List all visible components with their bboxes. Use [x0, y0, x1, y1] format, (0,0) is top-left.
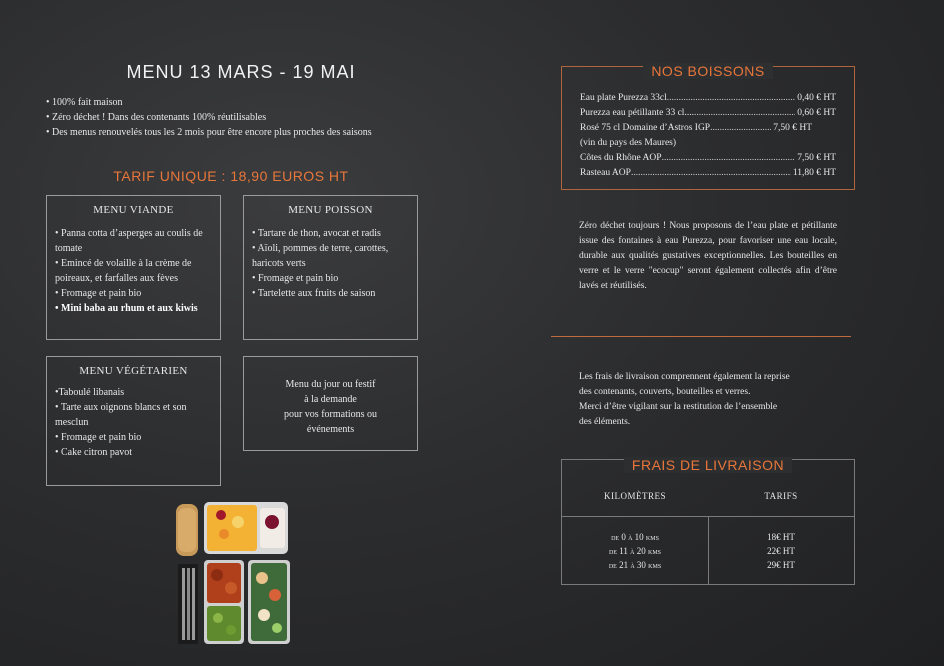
menu-item: • Tarte aux oignons blancs et son mesclun	[55, 402, 187, 428]
drink-price: 0,40 € HT	[797, 93, 836, 103]
drink-note-row	[580, 136, 836, 151]
intro-bullet: • Des menus renouvelés tous les 2 mois pour être encore plus proches des saisons	[46, 127, 372, 138]
table-cell-tarif: 29€ HT	[767, 560, 795, 570]
drink-price: 7,50 € HT	[797, 153, 836, 163]
custom-menu-line: événements	[306, 424, 355, 435]
menu-item: • Tartare de thon, avocat et radis	[252, 228, 381, 239]
drinks-list	[580, 91, 836, 181]
menu-intro-list	[46, 95, 406, 140]
intro-bullet: • Zéro déchet ! Dans des contenants 100% réutilisables	[46, 112, 267, 123]
drink-name: Rosé 75 cl Domaine d’Astros IGP	[580, 123, 711, 133]
menu-item: •Taboulé libanais	[55, 387, 125, 398]
drinks-card	[561, 63, 855, 190]
drink-dots	[631, 166, 791, 181]
livraison-note-line: Merci d’être vigilant sur la restitution de l’ensemble	[579, 402, 778, 412]
menu-title: MENU 13 MARS - 19 MAI	[126, 62, 356, 82]
custom-menu-card	[243, 356, 418, 451]
menu-item: • Tartelette aux fruits de saison	[252, 288, 376, 299]
meal-box-photo	[176, 500, 294, 647]
drink-name: Rasteau AOP	[580, 168, 631, 178]
drinks-title	[562, 63, 854, 79]
table-cell-tarif: 22€ HT	[767, 546, 795, 556]
drink-name: Côtes du Rhône AOP	[580, 153, 662, 163]
livraison-note	[579, 370, 849, 430]
delivery-title	[562, 457, 854, 473]
menu-item: • Fromage et pain bio	[55, 432, 142, 443]
menu-viande-title: MENU VIANDE	[93, 204, 174, 216]
table-cell-km: de 21 à 30 kms	[608, 560, 662, 570]
delivery-fees-table	[561, 459, 855, 585]
drink-row	[580, 151, 836, 166]
menu-poisson-items	[252, 226, 409, 301]
drink-name: Eau plate Purezza 33cl	[580, 93, 667, 103]
custom-menu-line: à la demande	[304, 394, 357, 405]
menu-poisson-card	[243, 195, 418, 340]
drink-dots	[662, 151, 796, 166]
delivery-title-text: FRAIS DE LIVRAISON	[624, 457, 792, 473]
menu-poisson-title: MENU POISSON	[288, 204, 373, 216]
col-header-tarifs: TARIFS	[764, 491, 798, 501]
menu-item: • Fromage et pain bio	[252, 273, 339, 284]
drink-dots	[710, 121, 771, 136]
menu-item: • Emincé de volaille à la crème de poireaux, et farfalles aux fèves	[55, 258, 192, 284]
drink-dots	[667, 91, 795, 106]
drink-row	[580, 121, 836, 136]
table-cell-km: de 0 à 10 kms	[611, 532, 659, 542]
section-divider	[551, 336, 851, 337]
menu-item: • Fromage et pain bio	[55, 288, 142, 299]
menu-vegetarien-card	[46, 356, 221, 486]
menu-vegetarien-items	[55, 385, 212, 460]
menu-viande-items	[55, 226, 212, 316]
menu-item: • Cake citron pavot	[55, 447, 133, 458]
drink-price: 11,80 € HT	[792, 168, 836, 178]
meal-box-illustration	[176, 500, 294, 647]
drink-row	[580, 166, 836, 181]
drink-row	[580, 106, 836, 121]
livraison-note-line: des éléments.	[579, 417, 631, 427]
menu-vegetarien-title: MENU VÉGÉTARIEN	[79, 365, 188, 377]
drink-name: Purezza eau pétillante 33 cl....	[580, 108, 694, 118]
drink-note: (vin du pays des Maures)	[580, 138, 677, 148]
menu-item: • Aïoli, pommes de terre, carottes, haricots verts	[252, 243, 389, 269]
custom-menu-line: Menu du jour ou festif	[285, 379, 376, 390]
drink-dots	[694, 106, 795, 121]
table-cell-tarif: 18€ HT	[767, 532, 795, 542]
drink-price: 7,50 € HT	[773, 123, 812, 133]
menu-item: • Mini baba au rhum et aux kiwis	[55, 303, 198, 314]
drink-row	[580, 91, 836, 106]
table-cell-km: de 11 à 20 kms	[608, 546, 661, 556]
col-header-km: KILOMÈTRES	[604, 491, 666, 501]
intro-bullet: • 100% fait maison	[46, 97, 123, 108]
livraison-note-line: des contenants, couverts, bouteilles et verres.	[579, 387, 751, 397]
menu-viande-card	[46, 195, 221, 340]
tarif-column	[708, 530, 854, 572]
drinks-title-text: NOS BOISSONS	[643, 63, 772, 79]
custom-menu-line: pour vos formations ou	[283, 409, 378, 420]
drink-price: 0,60 € HT	[797, 108, 836, 118]
livraison-note-line: Les frais de livraison comprennent également la reprise	[579, 372, 790, 382]
menu-item: • Panna cotta d’asperges au coulis de tomate	[55, 228, 203, 254]
custom-menu-text	[244, 357, 417, 437]
zero-dechet-paragraph: Zéro déchet toujours ! Nous proposons de l’eau plate et pétillante issue des fontaines à eau Purezza, pour favoriser une eau locale, durable aux qualités gustatives exceptionnelles. Les bouteilles en verre et le verre "ecocup" seront également collectés afin d’être lavés et réutilisés.	[579, 221, 837, 291]
tarif-unique-heading: TARIF UNIQUE : 18,90 EUROS HT	[113, 168, 349, 184]
km-column	[562, 530, 708, 572]
